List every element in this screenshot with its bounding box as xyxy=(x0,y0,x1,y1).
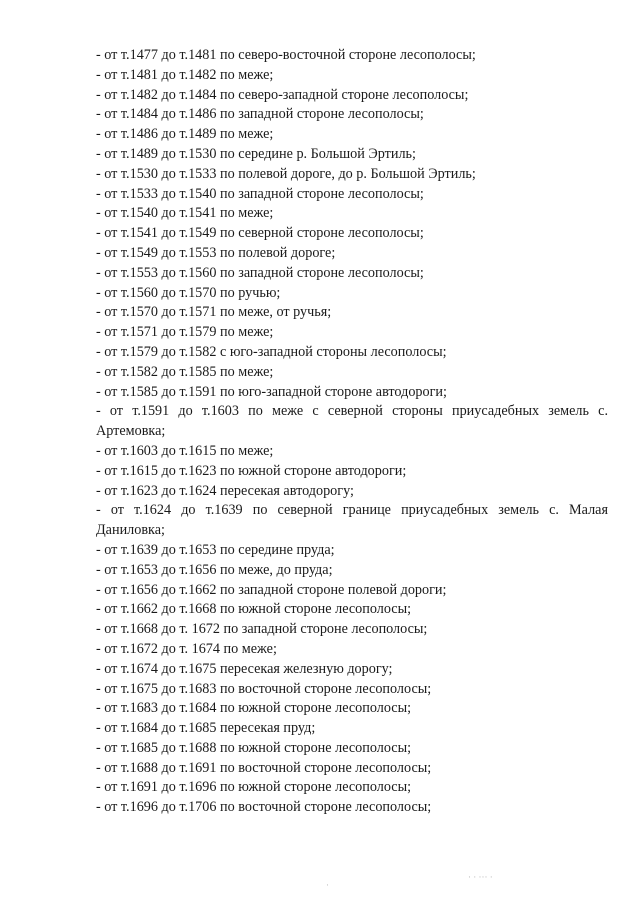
text-line: Артемовка; xyxy=(96,423,166,440)
text-line: - от т.1639 до т.1653 по середине пруда; xyxy=(96,541,335,558)
text-line: - от т.1579 до т.1582 с юго-западной стороны лесополосы; xyxy=(96,343,447,360)
text-line: - от т.1668 до т. 1672 по западной стороне лесополосы; xyxy=(96,621,428,638)
text-line: - от т.1683 до т.1684 по южной стороне лесополосы; xyxy=(96,700,412,717)
text-line: - от т.1688 до т.1691 по восточной стороне лесополосы; xyxy=(96,759,432,776)
scan-noise: · · ··· · xyxy=(468,872,493,882)
text-line: - от т.1540 до т.1541 по меже; xyxy=(96,205,274,222)
text-line: - от т.1553 до т.1560 по западной стороне лесополосы; xyxy=(96,264,424,281)
text-line: - от т.1656 до т.1662 по западной стороне полевой дороги; xyxy=(96,581,447,598)
text-line: - от т.1675 до т.1683 по восточной стороне лесополосы; xyxy=(96,680,432,697)
text-line: - от т.1603 до т.1615 по меже; xyxy=(96,442,274,459)
text-line: - от т.1615 до т.1623 по южной стороне автодороги; xyxy=(96,462,407,479)
text-line: - от т.1570 до т.1571 по меже, от ручья; xyxy=(96,304,332,321)
text-line: - от т.1489 до т.1530 по середине р. Большой Эртиль; xyxy=(96,145,416,162)
text-line: - от т.1684 до т.1685 пересекая пруд; xyxy=(96,720,316,737)
text-line: - от т.1653 до т.1656 по меже, до пруда; xyxy=(96,561,333,578)
text-line: - от т.1624 до т.1639 по северной границе приусадебных земель с. Малая xyxy=(96,502,608,519)
text-line: - от т.1484 до т.1486 по западной стороне лесополосы; xyxy=(96,106,424,123)
text-line: - от т.1582 до т.1585 по меже; xyxy=(96,363,274,380)
text-line: - от т.1482 до т.1484 по северо-западной стороне лесополосы; xyxy=(96,86,469,103)
text-line: - от т.1571 до т.1579 по меже; xyxy=(96,324,274,341)
text-line: - от т.1486 до т.1489 по меже; xyxy=(96,126,274,143)
text-line: - от т.1674 до т.1675 пересекая железную дорогу; xyxy=(96,660,393,677)
text-line: - от т.1591 до т.1603 по меже с северной стороны приусадебных земель с. xyxy=(96,403,608,420)
text-line: - от т.1691 до т.1696 по южной стороне лесополосы; xyxy=(96,779,412,796)
text-line: - от т.1530 до т.1533 по полевой дороге, до р. Большой Эртиль; xyxy=(96,165,476,182)
text-line: - от т.1685 до т.1688 по южной стороне лесополосы; xyxy=(96,739,412,756)
text-line: Даниловка; xyxy=(96,522,165,539)
text-line: - от т.1696 до т.1706 по восточной стороне лесополосы; xyxy=(96,799,432,816)
text-line: - от т.1662 до т.1668 по южной стороне лесополосы; xyxy=(96,601,412,618)
text-line: - от т.1672 до т. 1674 по меже; xyxy=(96,640,277,657)
text-line: - от т.1533 до т.1540 по западной стороне лесополосы; xyxy=(96,185,424,202)
text-line: - от т.1623 до т.1624 пересекая автодорогу; xyxy=(96,482,354,499)
text-line: - от т.1585 до т.1591 по юго-западной стороне автодороги; xyxy=(96,383,447,400)
text-line: - от т.1541 до т.1549 по северной стороне лесополосы; xyxy=(96,225,424,242)
text-line: - от т.1477 до т.1481 по северо-восточной стороне лесополосы; xyxy=(96,47,476,63)
text-line: - от т.1481 до т.1482 по меже; xyxy=(96,66,274,83)
scan-noise: · xyxy=(326,880,329,890)
text-line: - от т.1549 до т.1553 по полевой дороге; xyxy=(96,244,336,261)
text-line: - от т.1560 до т.1570 по ручью; xyxy=(96,284,281,301)
boundary-description-list xyxy=(96,46,608,818)
